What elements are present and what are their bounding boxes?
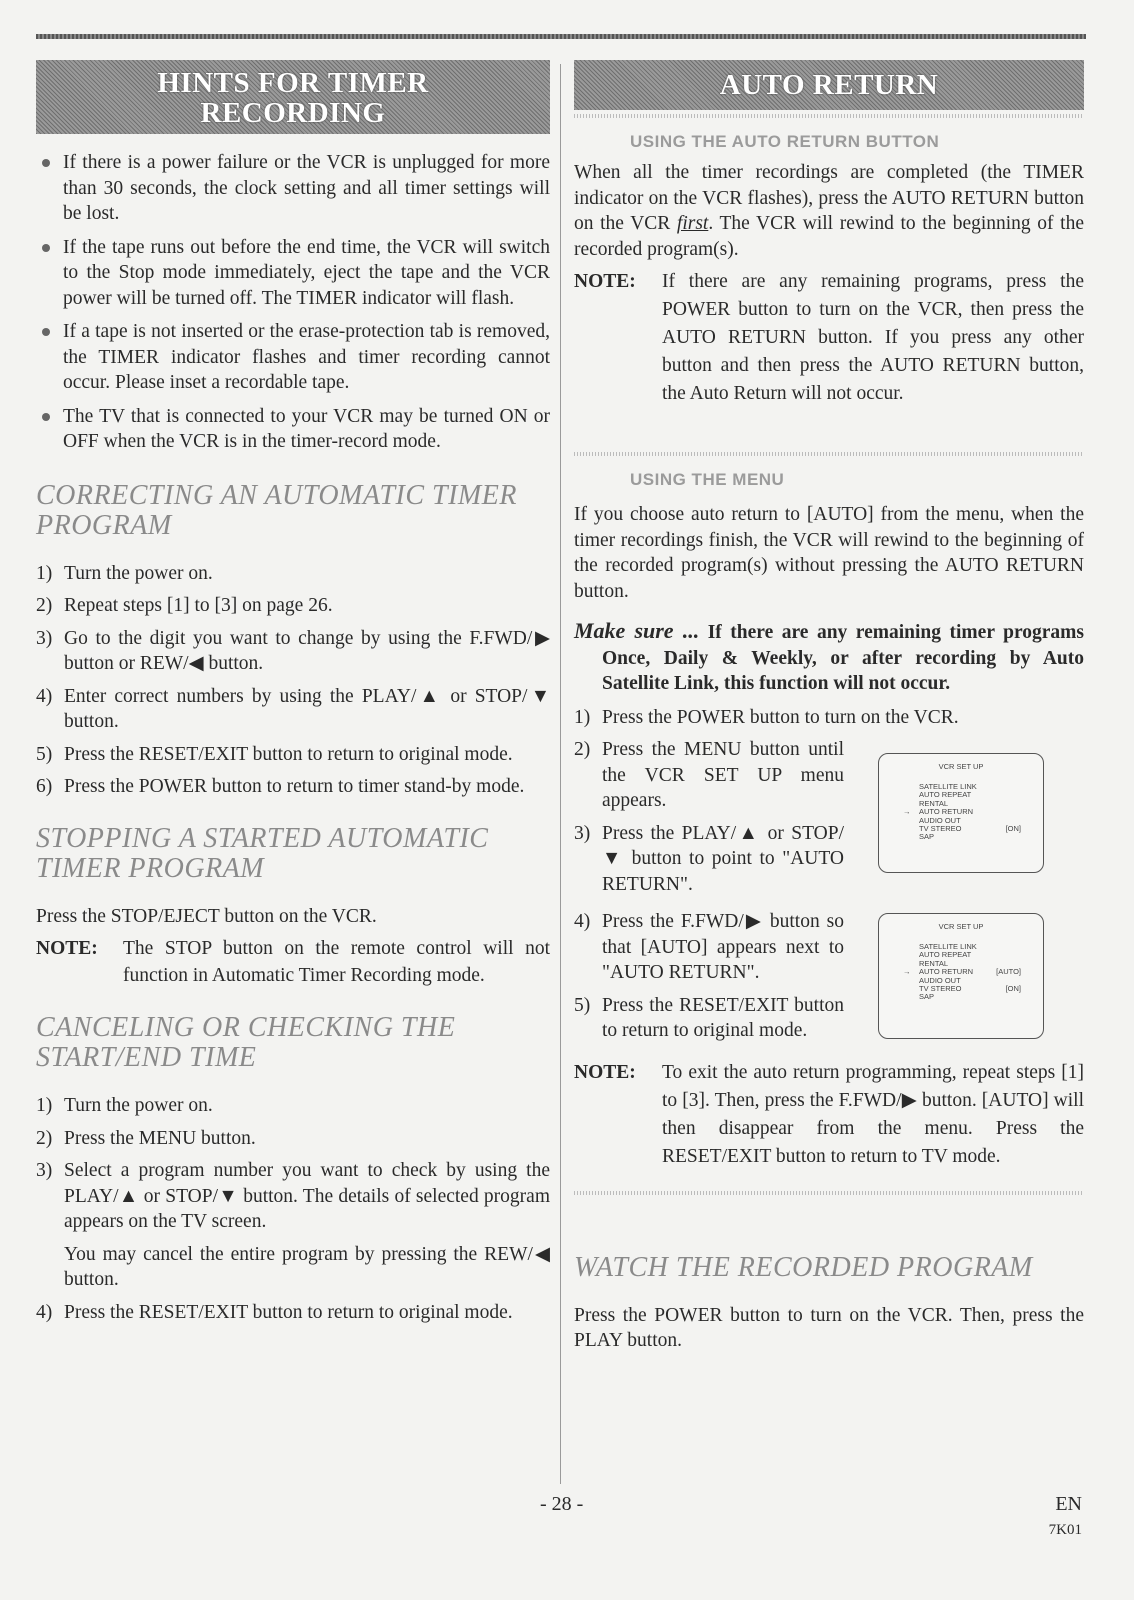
button-note: NOTE: If there are any remaining programs, press the POWER button to turn on the VCR, then press the AUTO RETURN button. If you press any other button and then press the AUTO RETURN button, the Auto Return will not occur.: [574, 271, 1084, 404]
bullet-icon: [42, 244, 50, 252]
auto-return-banner: AUTO RETURN: [574, 60, 1084, 110]
list-item: 4) Press the RESET/EXIT button to return to original mode.: [36, 1301, 513, 1323]
hints-list: [36, 150, 550, 455]
bullet-icon: [42, 413, 50, 421]
watch-heading: WATCH THE RECORDED PROGRAM: [574, 1251, 1033, 1283]
list-item: 1) Turn the power on.: [36, 1095, 213, 1116]
correcting-steps: [36, 561, 550, 800]
list-item: 4) Enter correct numbers by using the PLAY/▲ or STOP/▼ button.: [36, 685, 550, 732]
hints-banner: HINTS FOR TIMER RECORDING: [36, 60, 550, 134]
menu-steps-area: [574, 705, 1084, 1059]
list-item: 5) Press the RESET/EXIT button to return to original mode.: [574, 994, 844, 1041]
menu-item: SAP: [919, 992, 935, 1002]
menu-item: SATELLITE LINK: [919, 781, 977, 791]
list-item: 5) Press the RESET/EXIT button to return to original mode.: [36, 743, 513, 765]
left-column: [36, 60, 550, 1332]
canceling-heading: CANCELING OR CHECKING THE START/END TIME: [36, 1012, 456, 1073]
list-item: 2) Press the MENU button.: [36, 1127, 256, 1149]
list-item: 3) Go to the digit you want to change by using the F.FWD/▶ button or REW/◀ button.: [36, 627, 550, 674]
divider: [574, 114, 1084, 118]
menu-item: TV STEREO [ON]: [919, 823, 1021, 833]
canceling-steps-2: [36, 1300, 550, 1326]
correcting-heading: CORRECTING AN AUTOMATIC TIMER PROGRAM: [36, 479, 517, 541]
menu-item: SAP: [919, 832, 935, 842]
divider: [574, 452, 1084, 456]
canceling-steps: [36, 1093, 550, 1235]
list-item: 3) Select a program number you want to check by using the PLAY/▲ or STOP/▼ button. The details of selected program appears on the TV screen.: [36, 1160, 550, 1232]
list-item: 1) Press the POWER button to turn on the VCR.: [574, 706, 959, 728]
list-item: If the tape runs out before the end time, the VCR will switch to the Stop mode immediately, eject the tape and the VCR power will be turned off. The TIMER indicator will flash.: [36, 235, 550, 312]
list-item: 6) Press the POWER button to return to timer stand-by mode.: [36, 776, 525, 797]
list-item: 2) Repeat steps [1] to [3] on page 26.: [36, 595, 333, 616]
menu-item: AUDIO OUT: [919, 975, 961, 985]
page-number: - 28 -: [540, 1493, 584, 1515]
menu-item: RENTAL: [919, 798, 949, 808]
menu-item: AUTO REPEAT: [919, 950, 972, 960]
pointer-arrow-icon: →: [903, 967, 911, 977]
stopping-note: NOTE: The STOP button on the remote control will not function in Automatic Timer Recording mode.: [36, 938, 550, 986]
vcr-setup-screen-1: VCR SET UP SATELLITE LINK AUTO REPEAT RENTAL → AUTO RETURN AUDIO OUT TV STEREO [ON] SAP: [878, 753, 1044, 873]
document-code: 7K01: [1048, 1522, 1082, 1538]
top-rule: [36, 34, 1086, 39]
stopping-heading: STOPPING A STARTED AUTOMATIC TIMER PROGRAM: [36, 822, 489, 884]
menu-subhead: USING THE MENU: [630, 470, 785, 489]
vcr-setup-screen-2: VCR SET UP SATELLITE LINK AUTO REPEAT RENTAL → AUTO RETURN [AUTO] AUDIO OUT TV STEREO [ON] SAP: [878, 913, 1044, 1039]
list-item: The TV that is connected to your VCR may be turned ON or OFF when the VCR is in the timer-record mode.: [36, 404, 550, 455]
bullet-icon: [42, 328, 50, 336]
button-text: When all the timer recordings are completed (the TIMER indicator on the VCR flashes), press the AUTO RETURN button on the VCR first. The VCR will rewind to the beginning of the recorded program(s).: [574, 162, 1084, 260]
divider: [574, 1191, 1084, 1195]
list-item: If a tape is not inserted or the erase-protection tab is removed, the TIMER indicator flashes and timer recording cannot occur. Please inset a recordable tape.: [36, 319, 550, 396]
menu-steps: [574, 705, 1084, 731]
right-column: [574, 60, 1084, 1354]
list-item: 2) Press the MENU button until the VCR SET UP menu appears.: [574, 739, 844, 811]
cancel-note: You may cancel the entire program by pressing the REW/◀ button.: [64, 1243, 550, 1290]
menu-steps-narrow: [574, 737, 844, 1044]
stopping-text: Press the STOP/EJECT button on the VCR.: [36, 905, 377, 927]
language-code: EN: [1055, 1493, 1082, 1515]
menu-item: → AUTO RETURN [AUTO]: [903, 967, 1021, 977]
menu-item: SATELLITE LINK: [919, 941, 977, 951]
menu-item: TV STEREO [ON]: [919, 983, 1021, 993]
list-item: 3) Press the PLAY/▲ or STOP/▼ button to point to "AUTO RETURN".: [574, 822, 844, 895]
menu-item: → AUTO RETURN: [903, 807, 974, 817]
menu-item: AUDIO OUT: [919, 815, 961, 825]
button-subhead: USING THE AUTO RETURN BUTTON: [630, 132, 940, 151]
watch-text: Press the POWER button to turn on the VCR. Then, press the PLAY button.: [574, 1304, 1084, 1351]
list-item: If there is a power failure or the VCR is unplugged for more than 30 seconds, the clock setting and all timer settings will be lost.: [36, 150, 550, 227]
menu-item: AUTO REPEAT: [919, 790, 972, 800]
pointer-arrow-icon: →: [903, 807, 911, 817]
menu-item: RENTAL: [919, 958, 949, 968]
list-item: 1) Turn the power on.: [36, 562, 213, 584]
bullet-icon: [42, 159, 50, 167]
make-sure-note: Make sure ... If there are any remaining timer programs Once, Daily & Weekly, or after recording by Auto Satellite Link, this function will not occur.: [574, 618, 1085, 694]
menu-note: NOTE: To exit the auto return programming, repeat steps [1] to [3]. Then, press the F.FWD/▶ button. [AUTO] will then disappear from the menu. Press the RESET/EXIT button to return to TV mode.: [574, 1061, 1084, 1167]
menu-text: If you choose auto return to [AUTO] from the menu, when the timer recordings finish, the VCR will rewind to the beginning of the recorded program(s) without pressing the AUTO RETURN button.: [574, 504, 1084, 602]
column-divider: [560, 64, 561, 1484]
list-item: 4) Press the F.FWD/▶ button so that [AUTO] appears next to "AUTO RETURN".: [574, 911, 844, 983]
